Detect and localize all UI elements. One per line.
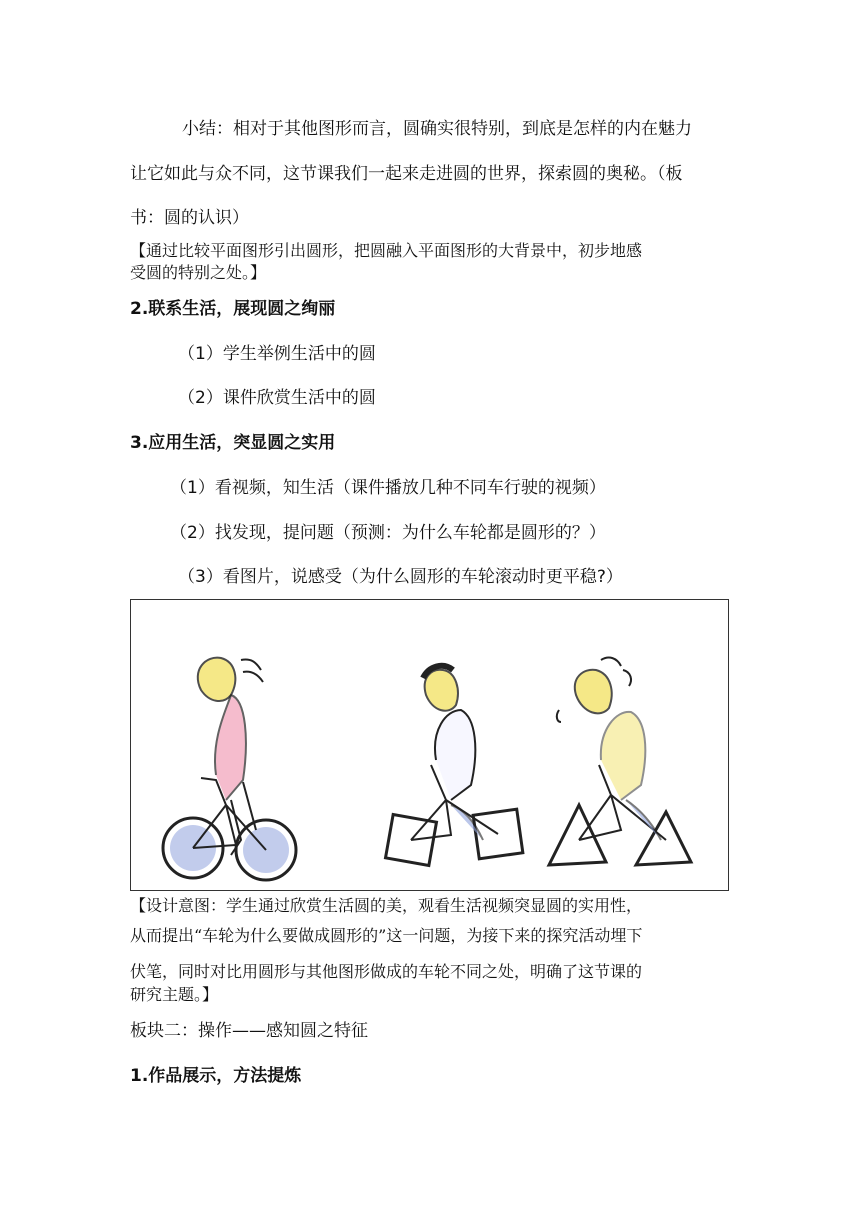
note-line-2: 受圆的特别之处。】	[130, 263, 267, 282]
section-2-item-1: （1）学生举例生活中的圆	[178, 344, 376, 364]
summary-line-3: 书：圆的认识）	[130, 208, 249, 228]
cyclists-wheels-illustration	[130, 599, 729, 891]
section-3-item-3: （3）看图片，说感受（为什么圆形的车轮滚动时更平稳?）	[178, 567, 623, 587]
section-2-heading: 2.联系生活，展现圆之绚丽	[130, 299, 336, 319]
section-3-heading: 3.应用生活，突显圆之实用	[130, 433, 336, 453]
block-2-subheading: 1.作品展示，方法提炼	[130, 1066, 302, 1086]
cyclist-triangle-wheels	[549, 658, 691, 865]
design-note-line-2: 从而提出“车轮为什么要做成圆形的”这一问题，为接下来的探究活动埋下	[130, 926, 643, 945]
note-line-1: 【通过比较平面图形引出圆形，把圆融入平面图形的大背景中，初步地感	[130, 241, 643, 260]
summary-line-2: 让它如此与众不同，这节课我们一起来走进圆的世界，探索圆的奥秘。（板	[130, 164, 683, 184]
block-2-heading: 板块二：操作——感知圆之特征	[130, 1021, 368, 1041]
cyclist-round-wheels	[163, 658, 296, 880]
design-note-line-4: 研究主题。】	[130, 985, 219, 1004]
illustration-svg	[131, 600, 728, 890]
cyclist-square-wheels	[386, 666, 523, 866]
section-3-item-1: （1）看视频，知生活（课件播放几种不同车行驶的视频）	[170, 478, 606, 498]
section-3-item-2: （2）找发现，提问题（预测：为什么车轮都是圆形的？）	[170, 523, 606, 543]
design-note-line-3: 伏笔，同时对比用圆形与其他图形做成的车轮不同之处，明确了这节课的	[130, 962, 643, 981]
design-note-line-1: 【设计意图：学生通过欣赏生活圆的美，观看生活视频突显圆的实用性，	[130, 896, 643, 915]
summary-line-1: 小结：相对于其他图形而言，圆确实很特别，到底是怎样的内在魅力	[182, 119, 692, 139]
section-2-item-2: （2）课件欣赏生活中的圆	[178, 388, 376, 408]
